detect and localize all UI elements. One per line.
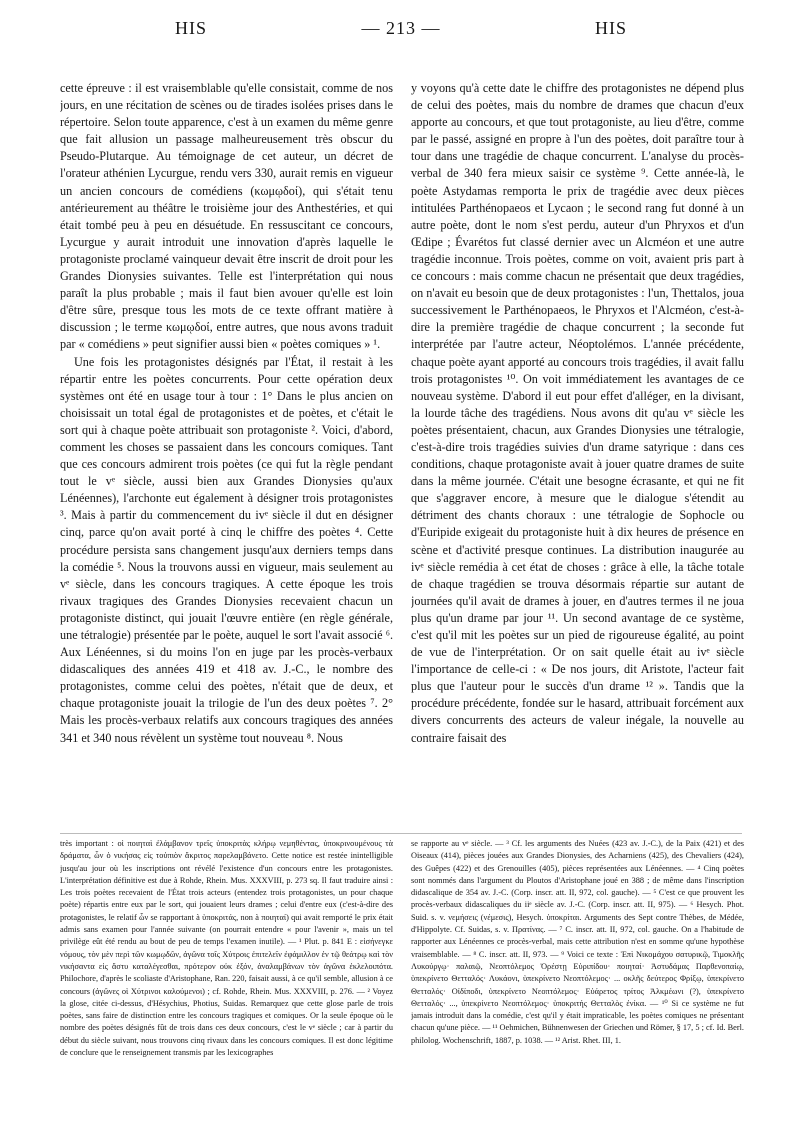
footnote-text: très important : οἱ ποιηταὶ ἐλάμβανον τρεῖς ὑποκριτὰς κλήρῳ νεμηθέντας, ὑποκρινουμένους τὰ δράματα, ὧν ὁ νικήσας εἰς τοὐπιὸν ἄκριτος παρελαμβάνετο. Cette notice est restée inintelligible jusqu'au jour où les inscriptions ont révélé l'existence d'un concours entre les protagonistes. L'interprétation définitive est due à Rohde, Rhein. Mus. XXXVIII, p. 273 sq. Il faut traduire ainsi : Les trois poètes recevaient de l'État trois acteurs (entendez trois protagonistes, un pour chaque poète) répartis entre eux par le sort, qui jouaient leurs drames ; celui d'entre eux (c'est-à-dire des protagonistes, le relatif ὧν se rapportant à ὑποκριτάς, non à ποιηταί) qui avait remporté le prix était admis sans examen pour l'année suivante (on pourrait entendre « pour l'avenir », mais un tel privilège eût été rendu au bout de peu de temps l'examen inutile). — ¹ Plut. p. 841 E : εἰσήνεγκε νόμους, τὸν μὲν περὶ τῶν κωμῳδῶν, ἀγῶνα τοῖς Χύτροις ἐπιτελεῖν ἐφάμιλλον ἐν τῷ θεάτρῳ καὶ τὸν νικήσαντα εἰς ἄστυ καταλέγεσθαι, πρότερον οὐκ ἐξόν, ἀναλαμβάνων τὸν ἀγῶνα ἐκλελοιπότα. Philochore, d'après le scoliaste d'Aristophane, Ran. 220, faisait aussi, à ce qu'il semble, allusion à ce concours (ἀγῶνες οἱ Χύτρινοι καλούμενοι) ; cf. Rohde, Rhein. Mus. XXXVIII, p. 276. — ² Voyez la glose, citée ci-dessus, d'Hésychius, Photius, Suidas. Remarquez que cette glose parle de trois poètes, sans faire de distinction entre les concours tragiques et comiques. Or la seule époque où le nombre des poètes désignés fût de trois dans ces deux concours, c'est le vᵉ siècle ; car à partir du début du siècle suivant, nous trouvons cinq rivaux dans les concours comiques. Il est donc légitime de conclure que le renseignement transmis par les lexicographes	[60, 839, 393, 1058]
footnotes-left	[60, 838, 393, 1118]
running-head-right: HIS	[594, 18, 627, 38]
paragraph: Une fois les protagonistes désignés par l'État, il restait à les répartir entre les poètes concurrents. Pour cette opération deux systèmes ont été en usage tour à tour : 1° Dans le plus ancien on choisissait un total égal de protagonistes et de poètes, et c'était le sort qui à chaque poète attribuait son protagoniste ². Voici, d'abord, comment les choses se passaient dans les concours comiques. Tant que ces concours admirent trois poètes (ce qui fut la règle pendant tout le vᵉ siècle, aussi bien aux Grandes Dionysies qu'aux Lénéennes), l'archonte eut également à désigner trois protagonistes ³. Mais à partir du commencement du ivᵉ siècle il dut en désigner cinq, parce qu'on avait porté à cinq le chiffre des poètes ⁴. Cette procédure persista sans changement jusqu'aux derniers temps dans la comédie ⁵. Nous la trouvons aussi en vigueur, mais seulement au vᵉ siècle, dans les concours tragiques. A cette époque les trois rivaux tragiques des Grandes Dionysies recevaient chacun un protagoniste distinct, qui jouait l'œuvre entière (en règle générale, une tétralogie) présentée par le poète, auquel le sort l'avait associé ⁶. Aux Lénéennes, si du moins l'on en juge par les procès-verbaux didascaliques des années 419 et 418 av. J.-C., le nombre des protagonistes, comme celui des poètes, n'était que de deux, et chaque protagoniste jouait la trilogie de l'un des deux poètes ⁷. 2° Mais les procès-verbaux relatifs aux concours tragiques des années 341 et 340 nous révèlent un système tout nouveau ⁸. Nous	[60, 354, 393, 745]
paragraph: y voyons qu'à cette date le chiffre des protagonistes ne dépend plus de celui des poètes, mais du nombre de drames que chacun d'eux apporte au concours, et que tout protagoniste, au lieu d'être, comme par le passé, assigné en propre à l'un des poètes, doit paraître tour à tour dans une tragédie de chaque concurrent. L'analyse du procès-verbal de 340 fera mieux saisir ce système ⁹. Cette année-là, le poète Astydamas remporta le prix de tragédie avec deux pièces intitulées Parthénopaeos et Lycaon ; le second rang fut donné à un autre poète, dont le nom s'est perdu, auteur d'un Phryxos et d'un Œdipe ; Évarétos fut classé dernier avec un Alcméon et une autre tragédie inconnue. Trois poètes, comme on voit, avaient pris part à ce concours : mais comme chacun ne présentait que deux tragédies, on n'avait eu besoin que de deux protagonistes : l'un, Thettalos, joua successivement le Parthénopaeos, le Phryxos et l'Alcméon, c'est-à-dire la première tragédie de chaque concurrent ; la seconde fut interprétée par l'autre acteur, Néoptolémos. L'année précédente, chaque poète ayant apporté au concours trois tragédies, il avait fallu trois protagonistes ¹⁰. On voit immédiatement les avantages de ce nouveau système. D'abord il eut pour effet d'alléger, en la divisant, la lourde tâche des tragédiens. Nous avons dit qu'au vᵉ siècle les poètes présentaient, chacun, aux Grandes Dionysies une tétralogie, c'est-à-dire trois tragédies suivies d'un drame satyrique : dans ces conditions, chaque protagoniste avait à jouer quatre drames de suite dans la même journée. C'était une besogne écrasante, et qui ne fit que s'aggraver encore, à mesure que le dialogue s'étendit au détriment des chants choraux : une tétralogie de Sophocle ou d'Euripide exigeait du protagoniste huit à dix heures de présence en scène et d'activité presque continues. La distribution inaugurée au ivᵉ siècle remédia à cet état de choses : grâce à elle, la tâche totale de chaque tragédien se trouva désormais répartie sur autant de journées qu'il avait de drames à jouer, en d'autres termes il ne joua plus qu'un drame par jour ¹¹. Un second avantage de ce système, c'est qu'il mit les poètes sur un pied de rigoureuse égalité, au point de vue de l'interprétation. Or on sait quelle était au ivᵉ siècle l'importance de celle-ci : « De nos jours, dit Aristote, l'acteur fait plus que l'auteur pour le succès d'un drame ¹² ». Tandis que la procédure précédente, fondée sur le hasard, attribuait forcément aux divers concurrents des acteurs de valeur inégale, la nouvelle au contraire faisait des	[411, 81, 744, 745]
left-column	[60, 80, 393, 825]
footnote-text: se rapporte au vᵉ siècle. — ³ Cf. les arguments des Nuées (423 av. J.-C.), de la Paix (421) et des Oiseaux (414), pièces jouées aux Grandes Dionysies, des Acharniens (425), des Chevaliers (424), des Guêpes (422) et des Grenouilles (405), pièces représentées aux Lénéennes. — ⁴ Cinq poètes sont nommés dans l'argument du Ploutos d'Aristophane joué en 388 ; de même dans l'inscription didascalique de 354 av. J.-C. (Corp. inscr. att. II, 972, col. gauche). — ⁵ C'est ce que prouvent les procès-verbaux didascaliques du iiᵉ siècle av. J.-C. (Corp. inscr. att. II, 975). — ⁶ Hesych. Phot. Suid. s. v. νεμήσεις (νέμεσις), Hesych. ὑποκρίται. Arguments des Sept contre Thèbes, de Médée, d'Hippolyte. Cf. Suidas, s. v. Πρατίνας. — ⁷ C. inscr. att. II, 972, col. gauche. On a l'habitude de rapporter aux Lénéennes ce procès-verbal, mais cette attribution n'est en somme qu'une hypothèse vraisemblable. — ⁸ C. inscr. att. II, 973. — ⁹ Voici ce texte : Ἐπὶ Νικομάχου σατυρικῷ, Τιμοκλῆς Λυκούργῳ· παλαιῷ, Νεοπτόλεμος Ὀρέστῃ Εὐριπίδου· ποιηταί· Ἀστυδάμας Παρθενοπαίῳ, ὑπεκρίνετο Θετταλός· Λυκάονι, ὑπεκρίνετο Νεοπτόλεμος· ... οκλῆς δεύτερος Φρίξῳ, ὑπεκρίνετο Θετταλός· Οἰδίποδι, ὑπεκρίνετο Νεοπτόλεμος· Εὐάρετος τρίτος Ἀλκμέωνι (?), ὑπεκρίνετο Θετταλός· ..., ὑπεκρίνετο Νεοπτόλεμος· ὑποκριτής Θετταλὸς ἐνίκα. — ¹⁰ Si ce système ne fut jamais introduit dans la comédie, c'est qu'il y était impraticable, les poètes comiques ne présentant chacun qu'une pièce. — ¹¹ Oehmichen, Bühnenwesen der Griechen und Römer, § 17, 5 ; cf. Id. Berl. philolog. Wochenschrift, 1887, p. 1038. — ¹² Arist. Rhet. III, 1.	[411, 839, 744, 1045]
running-head-left: HIS	[175, 18, 208, 38]
page-header	[60, 14, 742, 44]
right-column	[411, 80, 744, 825]
footnotes-right	[411, 838, 744, 1118]
paragraph: cette épreuve : il est vraisemblable qu'elle consistait, comme de nos jours, en une récitation de scènes ou de tirades isolées prises dans le répertoire. Selon toute apparence, c'est à un examen du même genre que fait allusion un passage malheureusement très obscur du Pseudo-Plutarque. Au témoignage de cet auteur, un décret de l'orateur athénien Lycurgue, rendu vers 330, aurait remis en vigueur un ancien concours de comédiens (κωμῳδοί), qui s'était tenu antérieurement au théâtre le troisième jour des Anthestéries, et qui était tombé peu à peu en désuétude. En ressuscitant ce concours, Lycurgue y aurait introduit une innovation d'après laquelle le protagoniste proclamé vainqueur devait être inscrit de droit pour les Grandes Dionysies suivantes. Telle est l'interprétation qui nous paraît la plus probable ; mais il faut bien avouer qu'elle est loin d'être sûre, presque tous les mots de ce texte offrant matière à discussion ; le terme κωμῳδοί, entre autres, que nous avons traduit par « comédiens » peut signifier aussi bien « poètes comiques » ¹.	[60, 81, 393, 352]
footnote-rule	[60, 833, 742, 834]
page-number: — 213 —	[361, 18, 441, 38]
